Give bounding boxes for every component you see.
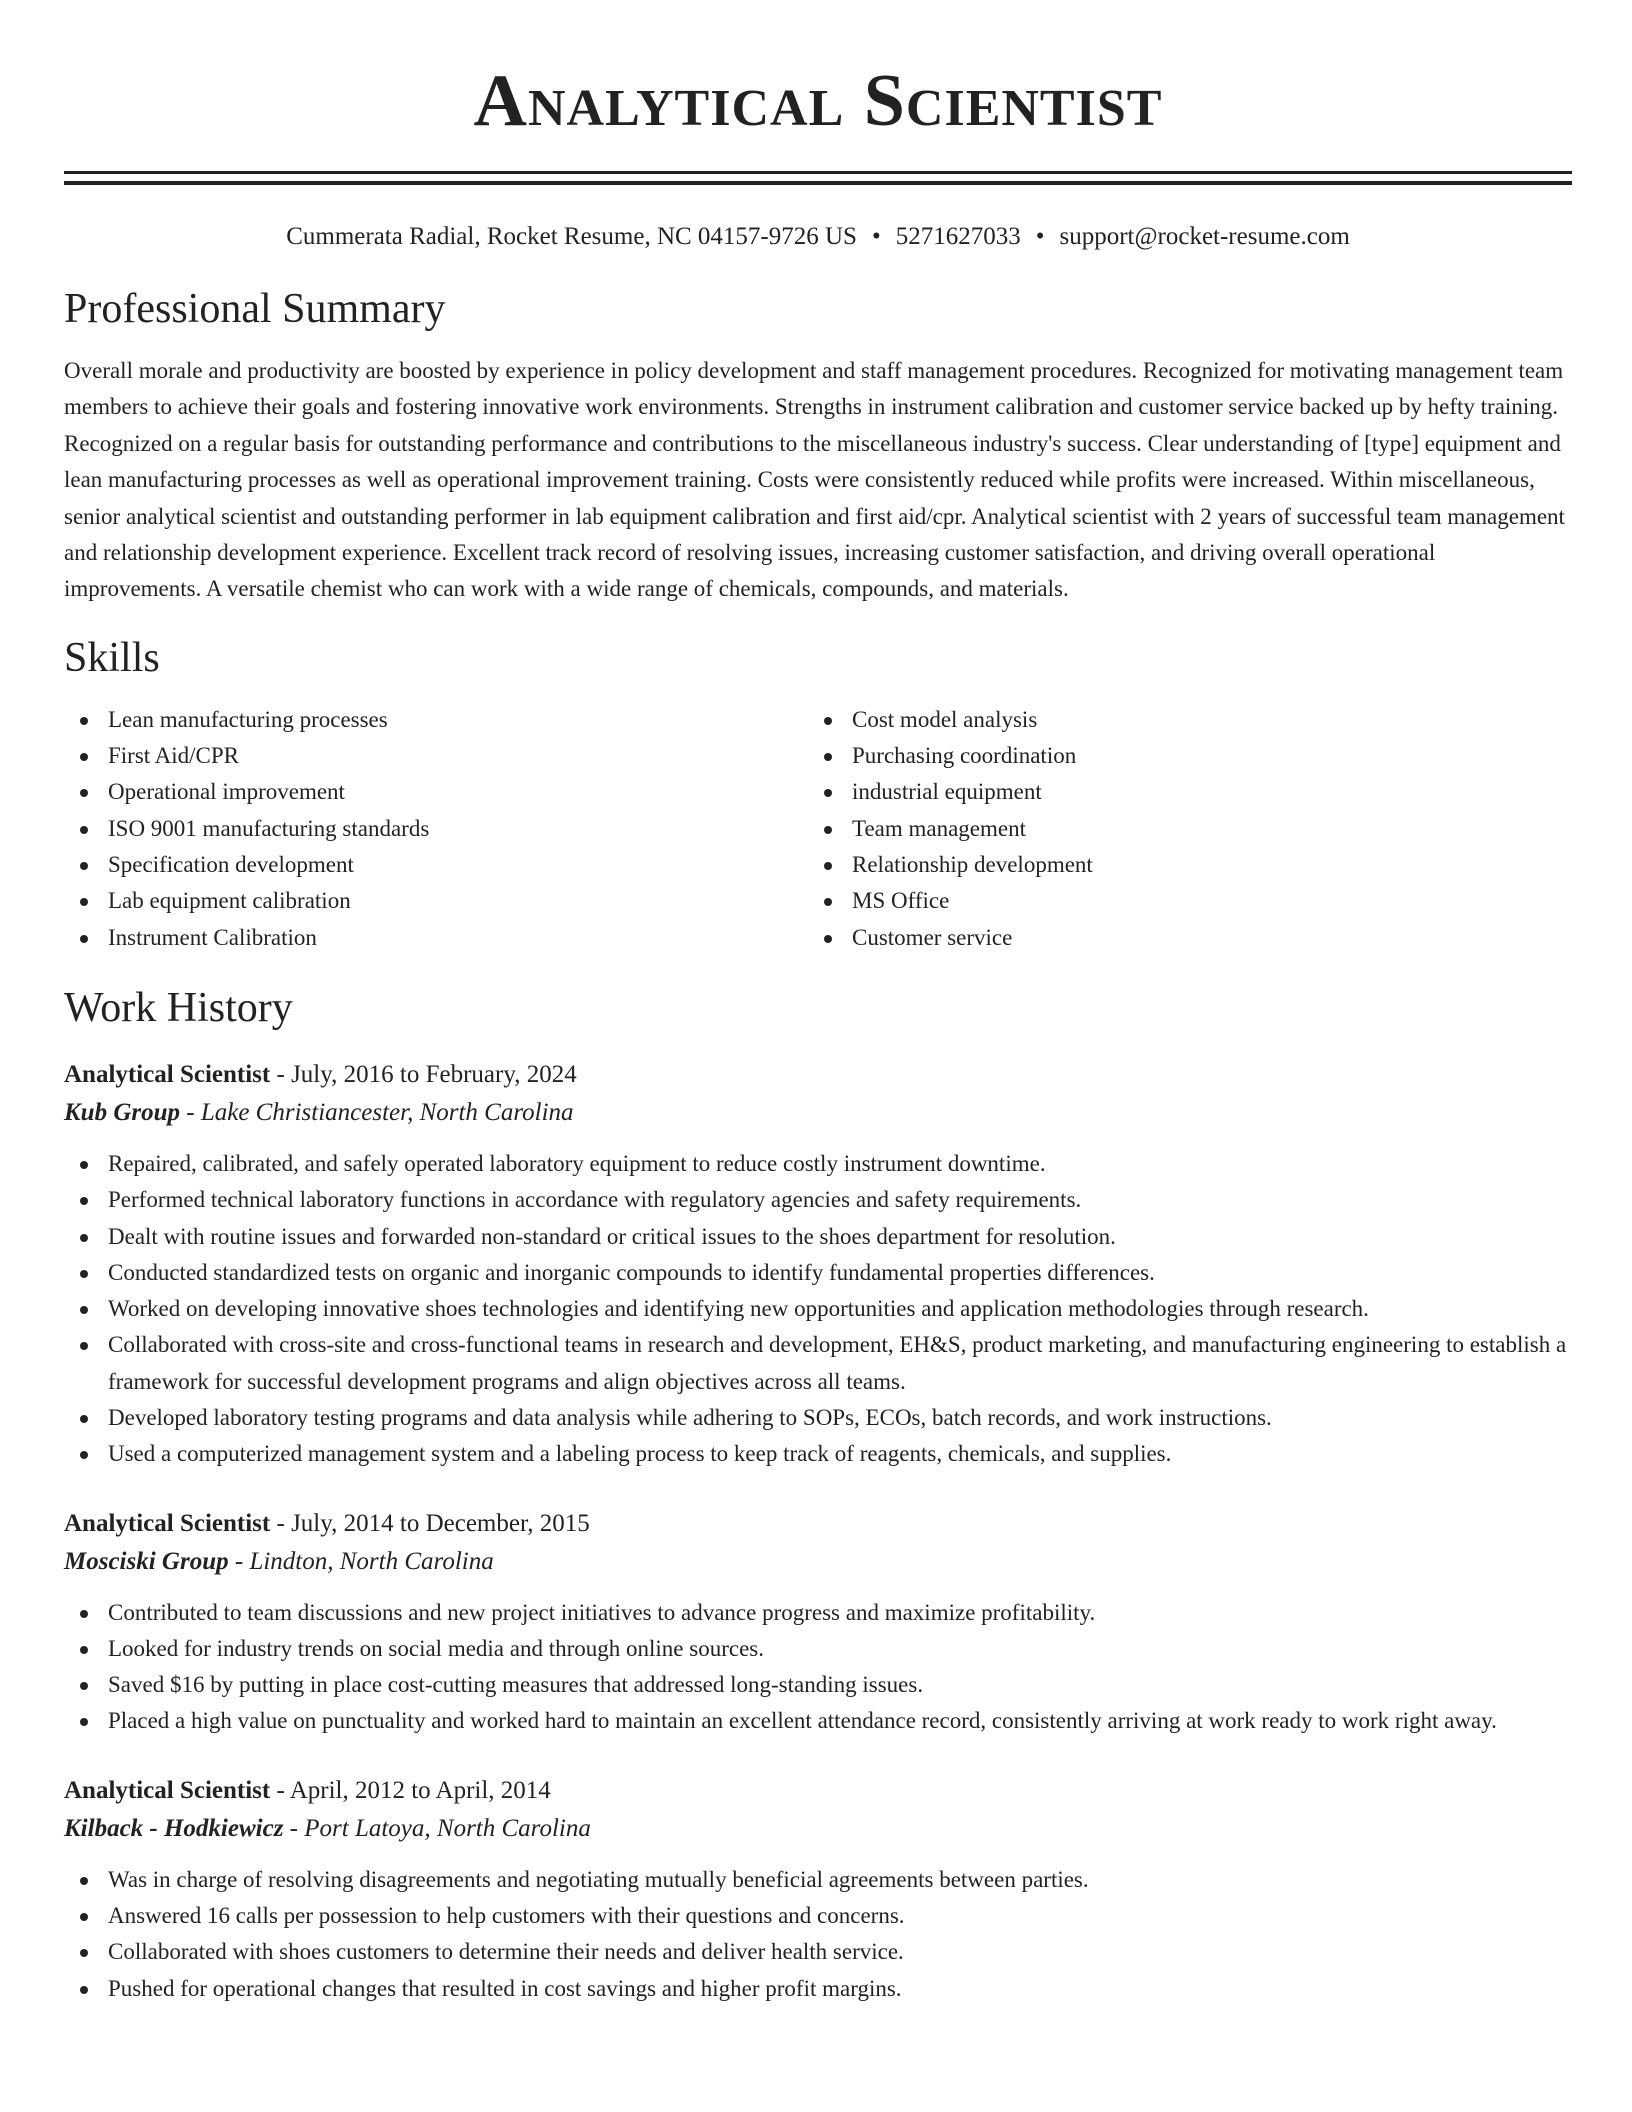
skill-item: Team management: [808, 811, 1552, 847]
duty-item: Dealt with routine issues and forwarded non-standard or critical issues to the shoes department for resolution.: [64, 1219, 1572, 1255]
title-divider: [64, 171, 1572, 185]
duty-item: Pushed for operational changes that resulted in cost savings and higher profit margins.: [64, 1971, 1572, 2007]
skill-item: Instrument Calibration: [64, 920, 808, 956]
job-entry: [64, 1056, 1572, 1473]
job-entry: [64, 1505, 1572, 1740]
duty-item: Developed laboratory testing programs and data analysis while adhering to SOPs, ECOs, batch records, and work instructions.: [64, 1400, 1572, 1436]
duty-item: Answered 16 calls per possession to help customers with their questions and concerns.: [64, 1898, 1572, 1934]
duty-item: Was in charge of resolving disagreements and negotiating mutually beneficial agreements between parties.: [64, 1862, 1572, 1898]
skills-column-left: [64, 702, 808, 956]
job-title-line: [64, 1772, 1572, 1810]
company-name: Kub Group: [64, 1098, 181, 1126]
job-dates: - July, 2016 to February, 2024: [270, 1060, 577, 1088]
job-dates: - July, 2014 to December, 2015: [270, 1509, 590, 1537]
skill-item: Lab equipment calibration: [64, 883, 808, 919]
work-history-heading: Work History: [64, 984, 293, 1031]
skill-item: Operational improvement: [64, 774, 808, 810]
company-location: - Lake Christiancester, North Carolina: [180, 1098, 574, 1126]
company-name: Kilback - Hodkiewicz: [64, 1814, 284, 1842]
summary-text: Overall morale and productivity are boosted by experience in policy development and staff management procedures. Recognized for motivating management team members to achieve their goals and fostering innovative work environments. Strengths in instrument calibration and customer service backed up by hefty training. Recognized on a regular basis for outstanding performance and contributions to the miscellaneous industry's success. Clear understanding of [type] equipment and lean manufacturing processes as well as operational improvement training. Costs were consistently reduced while profits were increased. Within miscellaneous, senior analytical scientist and outstanding performer in lab equipment calibration and first aid/cpr. Analytical scientist with 2 years of successful team management and relationship development experience. Excellent track record of resolving issues, increasing customer satisfaction, and driving overall operational improvements. A versatile chemist who can work with a wide range of chemicals, compounds, and materials.: [64, 358, 1565, 602]
duty-item: Collaborated with shoes customers to determine their needs and deliver health service.: [64, 1934, 1572, 1970]
skill-item: Cost model analysis: [808, 702, 1552, 738]
skill-item: ISO 9001 manufacturing standards: [64, 811, 808, 847]
skill-item: Relationship development: [808, 847, 1552, 883]
company-line: [64, 1810, 1572, 1848]
resume-page: [64, 0, 1572, 2007]
contact-line: [64, 221, 1572, 253]
duty-item: Repaired, calibrated, and safely operated laboratory equipment to reduce costly instrument downtime.: [64, 1146, 1572, 1182]
job-title: Analytical Scientist: [64, 1060, 271, 1088]
skill-item: Customer service: [808, 920, 1552, 956]
duty-item: Used a computerized management system and a labeling process to keep track of reagents, chemicals, and supplies.: [64, 1436, 1572, 1472]
skill-item: MS Office: [808, 883, 1552, 919]
job-dates: - April, 2012 to April, 2014: [270, 1776, 551, 1804]
contact-email: support@rocket-resume.com: [1059, 223, 1350, 250]
duty-item: Worked on developing innovative shoes technologies and identifying new opportunities and application methodologies through research.: [64, 1291, 1572, 1327]
job-duties: [64, 1595, 1572, 1740]
skill-item: Lean manufacturing processes: [64, 702, 808, 738]
contact-address: Cummerata Radial, Rocket Resume, NC 04157-9726 US: [286, 223, 857, 250]
company-location: - Port Latoya, North Carolina: [283, 1814, 591, 1842]
job-title-line: [64, 1056, 1572, 1094]
summary-heading: Professional Summary: [64, 286, 446, 332]
contact-separator: •: [871, 223, 881, 250]
company-name: Mosciski Group: [64, 1547, 229, 1575]
company-location: - Lindton, North Carolina: [228, 1547, 494, 1575]
duty-item: Looked for industry trends on social media and through online sources.: [64, 1631, 1572, 1667]
contact-separator: •: [1035, 223, 1045, 250]
duty-item: Performed technical laboratory functions in accordance with regulatory agencies and safety requirements.: [64, 1182, 1572, 1218]
resume-title: Analytical Scientist: [473, 60, 1163, 142]
duty-item: Conducted standardized tests on organic and inorganic compounds to identify fundamental properties differences.: [64, 1255, 1572, 1291]
job-entry: [64, 1772, 1572, 2007]
skill-item: Specification development: [64, 847, 808, 883]
skills-list: [64, 702, 1572, 956]
duty-item: Collaborated with cross-site and cross-functional teams in research and development, EH&S, product marketing, and manufacturing engineering to establish a framework for successful development programs and align objectives across all teams.: [64, 1327, 1572, 1400]
skill-item: First Aid/CPR: [64, 738, 808, 774]
duty-item: Placed a high value on punctuality and worked hard to maintain an excellent attendance record, consistently arriving at work ready to work right away.: [64, 1703, 1572, 1739]
job-title: Analytical Scientist: [64, 1776, 271, 1804]
duty-item: Contributed to team discussions and new project initiatives to advance progress and maximize profitability.: [64, 1595, 1572, 1631]
skill-item: industrial equipment: [808, 774, 1552, 810]
company-line: [64, 1543, 1572, 1581]
skills-column-right: [808, 702, 1552, 956]
job-title-line: [64, 1505, 1572, 1543]
company-line: [64, 1094, 1572, 1132]
job-duties: [64, 1146, 1572, 1473]
skill-item: Purchasing coordination: [808, 738, 1552, 774]
job-duties: [64, 1862, 1572, 2007]
skills-heading: Skills: [64, 634, 160, 681]
job-title: Analytical Scientist: [64, 1509, 271, 1537]
duty-item: Saved $16 by putting in place cost-cutting measures that addressed long-standing issues.: [64, 1667, 1572, 1703]
contact-phone: 5271627033: [895, 223, 1021, 250]
